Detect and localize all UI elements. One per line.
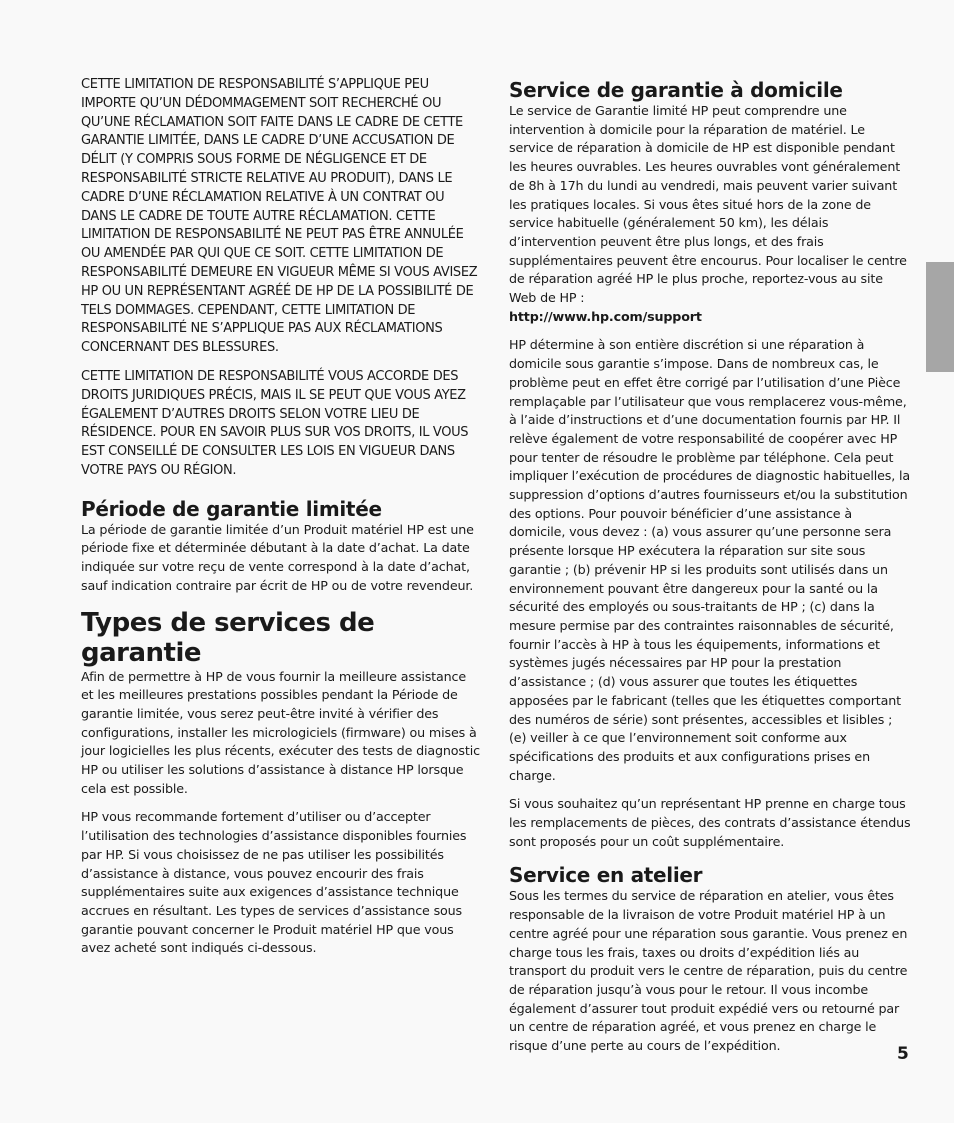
domicile-heading: Service de garantie à domicile bbox=[509, 78, 843, 102]
types-paragraph-1: Afin de permettre à HP de vous fournir la meilleure assistance et les meilleures prestations possibles pendant la Période de garantie limitée, vous serez peut-être invité à vérifier des configurations, installer les micrologiciels (firmware) ou mises à jour logicielles les plus récents, exécuter des tests de diagnostic HP ou utiliser les solutions d’assistance à distance HP lorsque cela est possible. bbox=[81, 668, 480, 796]
domicile-paragraph-1: Le service de Garantie limité HP peut comprendre une intervention à domicile pour la réparation de matériel. Le service de réparation à domicile de HP est disponible pendant les heures ouvrables. Les heures ouvrables vont généralement de 8h à 17h du lundi au vendredi, mais peuvent varier suivant les pratiques locales. Si vous êtes situé hors de la zone de service habituelle (généralement 50 km), les délais d’intervention peuvent être plus longs, et des frais supplémentaires peuvent être encourus. Pour localiser le centre de réparation agréé HP le plus proche, reportez-vous au site Web de HP : bbox=[509, 103, 907, 306]
page-number: 5 bbox=[897, 1044, 909, 1064]
domicile-paragraph-3: Si vous souhaitez qu’un représentant HP prenne en charge tous les remplacements de pièces, des contrats d’assistance étendus sont proposés pour un coût supplémentaire. bbox=[509, 796, 911, 849]
atelier-heading: Service en atelier bbox=[509, 863, 703, 888]
domicile-paragraph-2: HP détermine à son entière discrétion si une réparation à domicile sous garantie s’impose. Dans de nombreux cas, le problème peut en effet être corrigé par l’utilisation d’une Pièce remplaçable par l’utilisateur que vous remplacerez vous-même, à l’aide d’instructions et d’une documentation fournis par HP. Il relève également de votre responsabilité de coopérer avec HP pour tenter de résoudre le problème par téléphone. Cela peut impliquer l’exécution de procédures de diagnostic habituelles, la suppression d’options d’autres fournisseurs et/ou la substitution des options. Pour pouvoir bénéficier d’une assistance à domicile, vous devez : (a) vous assurer qu’une personne sera présente lorsque HP exécutera la réparation sur site sous garantie ; (b) prévenir HP si les produits sont utilisés dans un environnement pouvant être dangereux pour la santé ou la sécurité des employés ou sous-traitants de HP ; (c) dans la mesure permise par des contraintes raisonnables de sécurité, fournir l’accès à HP à tous les équipements, informations et systèmes jugés nécessaires par HP pour la prestation d’assistance ; (d) vous assurer que toutes les étiquettes apposées par le fabricant (telles que les étiquettes comportant des numéros de série) sont présentes, accessibles et lisibles ; (e) veiller à ce que l’environnement soit conforme aux spécifications des produits et aux configurations prises en charge. bbox=[509, 337, 910, 783]
left-column bbox=[81, 76, 481, 958]
support-link[interactable]: http://www.hp.com/support bbox=[509, 308, 702, 324]
liability-limitation-paragraph: CETTE LIMITATION DE RESPONSABILITÉ S’APPLIQUE PEU IMPORTE QU’UN DÉDOMMAGEMENT SOIT RECHERCHÉ OU QU’UNE RÉCLAMATION SOIT FAITE DANS LE CADRE DE CETTE GARANTIE LIMITÉE, DANS LE CADRE D’UNE ACCUSATION DE DÉLIT (Y COMPRIS SOUS FORME DE NÉGLIGENCE ET DE RESPONSABILITÉ STRICTE RELATIVE AU PRODUIT), DANS LE CADRE D’UNE RÉCLAMATION RELATIVE À UN CONTRAT OU DANS LE CADRE DE TOUTE AUTRE RÉCLAMATION. CETTE LIMITATION DE RESPONSABILITÉ NE PEUT PAS ÊTRE ANNULÉE OU AMENDÉE PAR QUI QUE CE SOIT. CETTE LIMITATION DE RESPONSABILITÉ DEMEURE EN VIGUEUR MÊME SI VOUS AVISEZ HP OU UN REPRÉSENTANT AGRÉÉ DE HP DE LA POSSIBILITÉ DE TELS DOMMAGES. CEPENDANT, CETTE LIMITATION DE RESPONSABILITÉ NE S’APPLIQUE PAS AUX RÉCLAMATIONS CONCERNANT DES BLESSURES. bbox=[81, 77, 478, 356]
atelier-paragraph: Sous les termes du service de réparation en atelier, vous êtes responsable de la livraison de votre Produit matériel HP à un centre agréé pour une réparation sous garantie. Vous prenez en charge tous les frais, taxes ou droits d’expédition liés au transport du produit vers le centre de réparation, puis du centre de réparation jusqu’à vous pour le retour. Il vous incombe également d’assurer tout produit expédié vers ou retourné par un centre de réparation agréé, et vous prenez en charge le risque d’une perte au cours de l’expédition. bbox=[509, 888, 908, 1054]
section-tab-marker bbox=[926, 262, 954, 372]
periode-heading: Période de garantie limitée bbox=[81, 496, 382, 521]
types-heading: Types de services de garantie bbox=[81, 607, 375, 668]
periode-paragraph: La période de garantie limitée d’un Produit matériel HP est une période fixe et déterminée débutant à la date d’achat. La date indiquée sur votre reçu de vente correspond à la date d’achat, sauf indication contraire par écrit de HP ou de votre revendeur. bbox=[81, 521, 474, 593]
legal-rights-paragraph: CETTE LIMITATION DE RESPONSABILITÉ VOUS ACCORDE DES DROITS JURIDIQUES PRÉCIS, MAIS IL SE PEUT QUE VOUS AYEZ ÉGALEMENT D’AUTRES DROITS SELON VOTRE LIEU DE RÉSIDENCE. POUR EN SAVOIR PLUS SUR VOS DROITS, IL VOUS EST CONSEILLÉ DE CONSULTER LES LOIS EN VIGUEUR DANS VOTRE PAYS OU RÉGION. bbox=[81, 368, 469, 478]
right-column bbox=[509, 78, 911, 1056]
types-paragraph-2: HP vous recommande fortement d’utiliser ou d’accepter l’utilisation des technologies d’assistance disponibles fournies par HP. Si vous choisissez de ne pas utiliser les possibilités d’assistance à distance, vous pouvez encourir des frais supplémentaires suite aux exigences d’assistance technique accrues en résultant. Les types de services d’assistance sous garantie pouvant concerner le Produit matériel HP que vous avez acheté sont indiqués ci-dessous. bbox=[81, 809, 467, 956]
